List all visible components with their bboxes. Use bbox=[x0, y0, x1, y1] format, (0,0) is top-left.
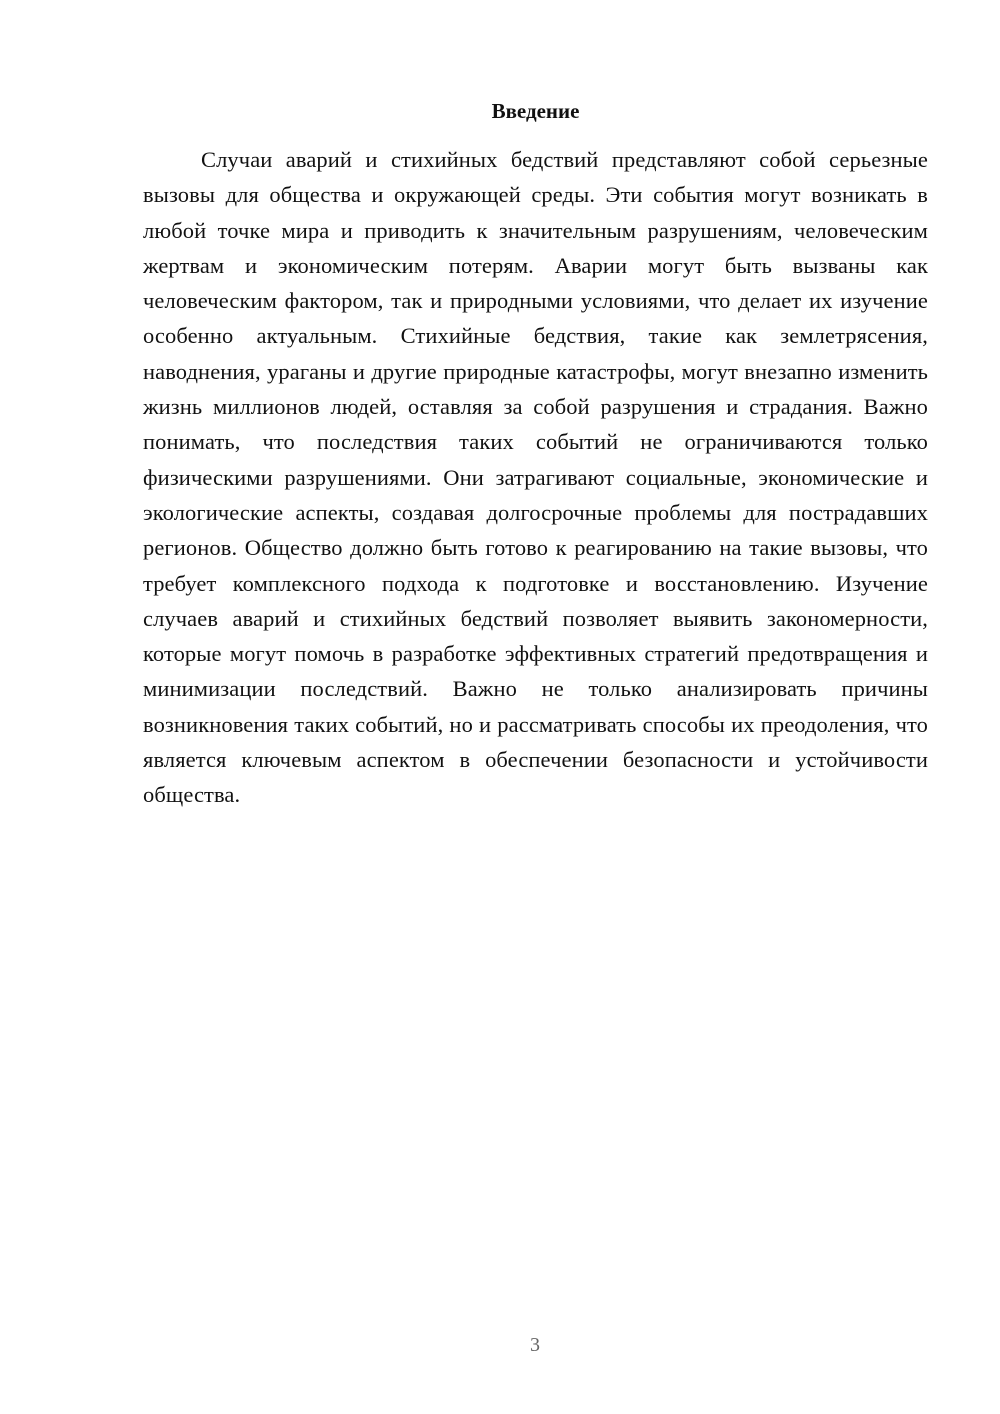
body-paragraph: Случаи аварий и стихийных бедствий представляют собой серьезные вызовы для общества и окружающей среды. Эти события могут возникать в любой точке мира и приводить к значительным разрушениям, человеческим жертвам и экономическим потерям. Аварии могут быть вызваны как человеческим фактором, так и природными условиями, что делает их изучение особенно актуальным. Стихийные бедствия, такие как землетрясения, наводнения, ураганы и другие природные катастрофы, могут внезапно изменить жизнь миллионов людей, оставляя за собой разрушения и страдания. Важно понимать, что последствия таких событий не ограничиваются только физическими разрушениями. Они затрагивают социальные, экономические и экологические аспекты, создавая долгосрочные проблемы для пострадавших регионов. Общество должно быть готово к реагированию на такие вызовы, что требует комплексного подхода к подготовке и восстановлению. Изучение случаев аварий и стихийных бедствий позволяет выявить закономерности, которые могут помочь в разработке эффективных стратегий предотвращения и минимизации последствий. Важно не только анализировать причины возникновения таких событий, но и рассматривать способы их преодоления, что является ключевым аспектом в обеспечении безопасности и устойчивости общества. bbox=[143, 147, 928, 808]
page-number: 3 bbox=[530, 1334, 540, 1356]
section-heading: Введение bbox=[491, 99, 580, 123]
